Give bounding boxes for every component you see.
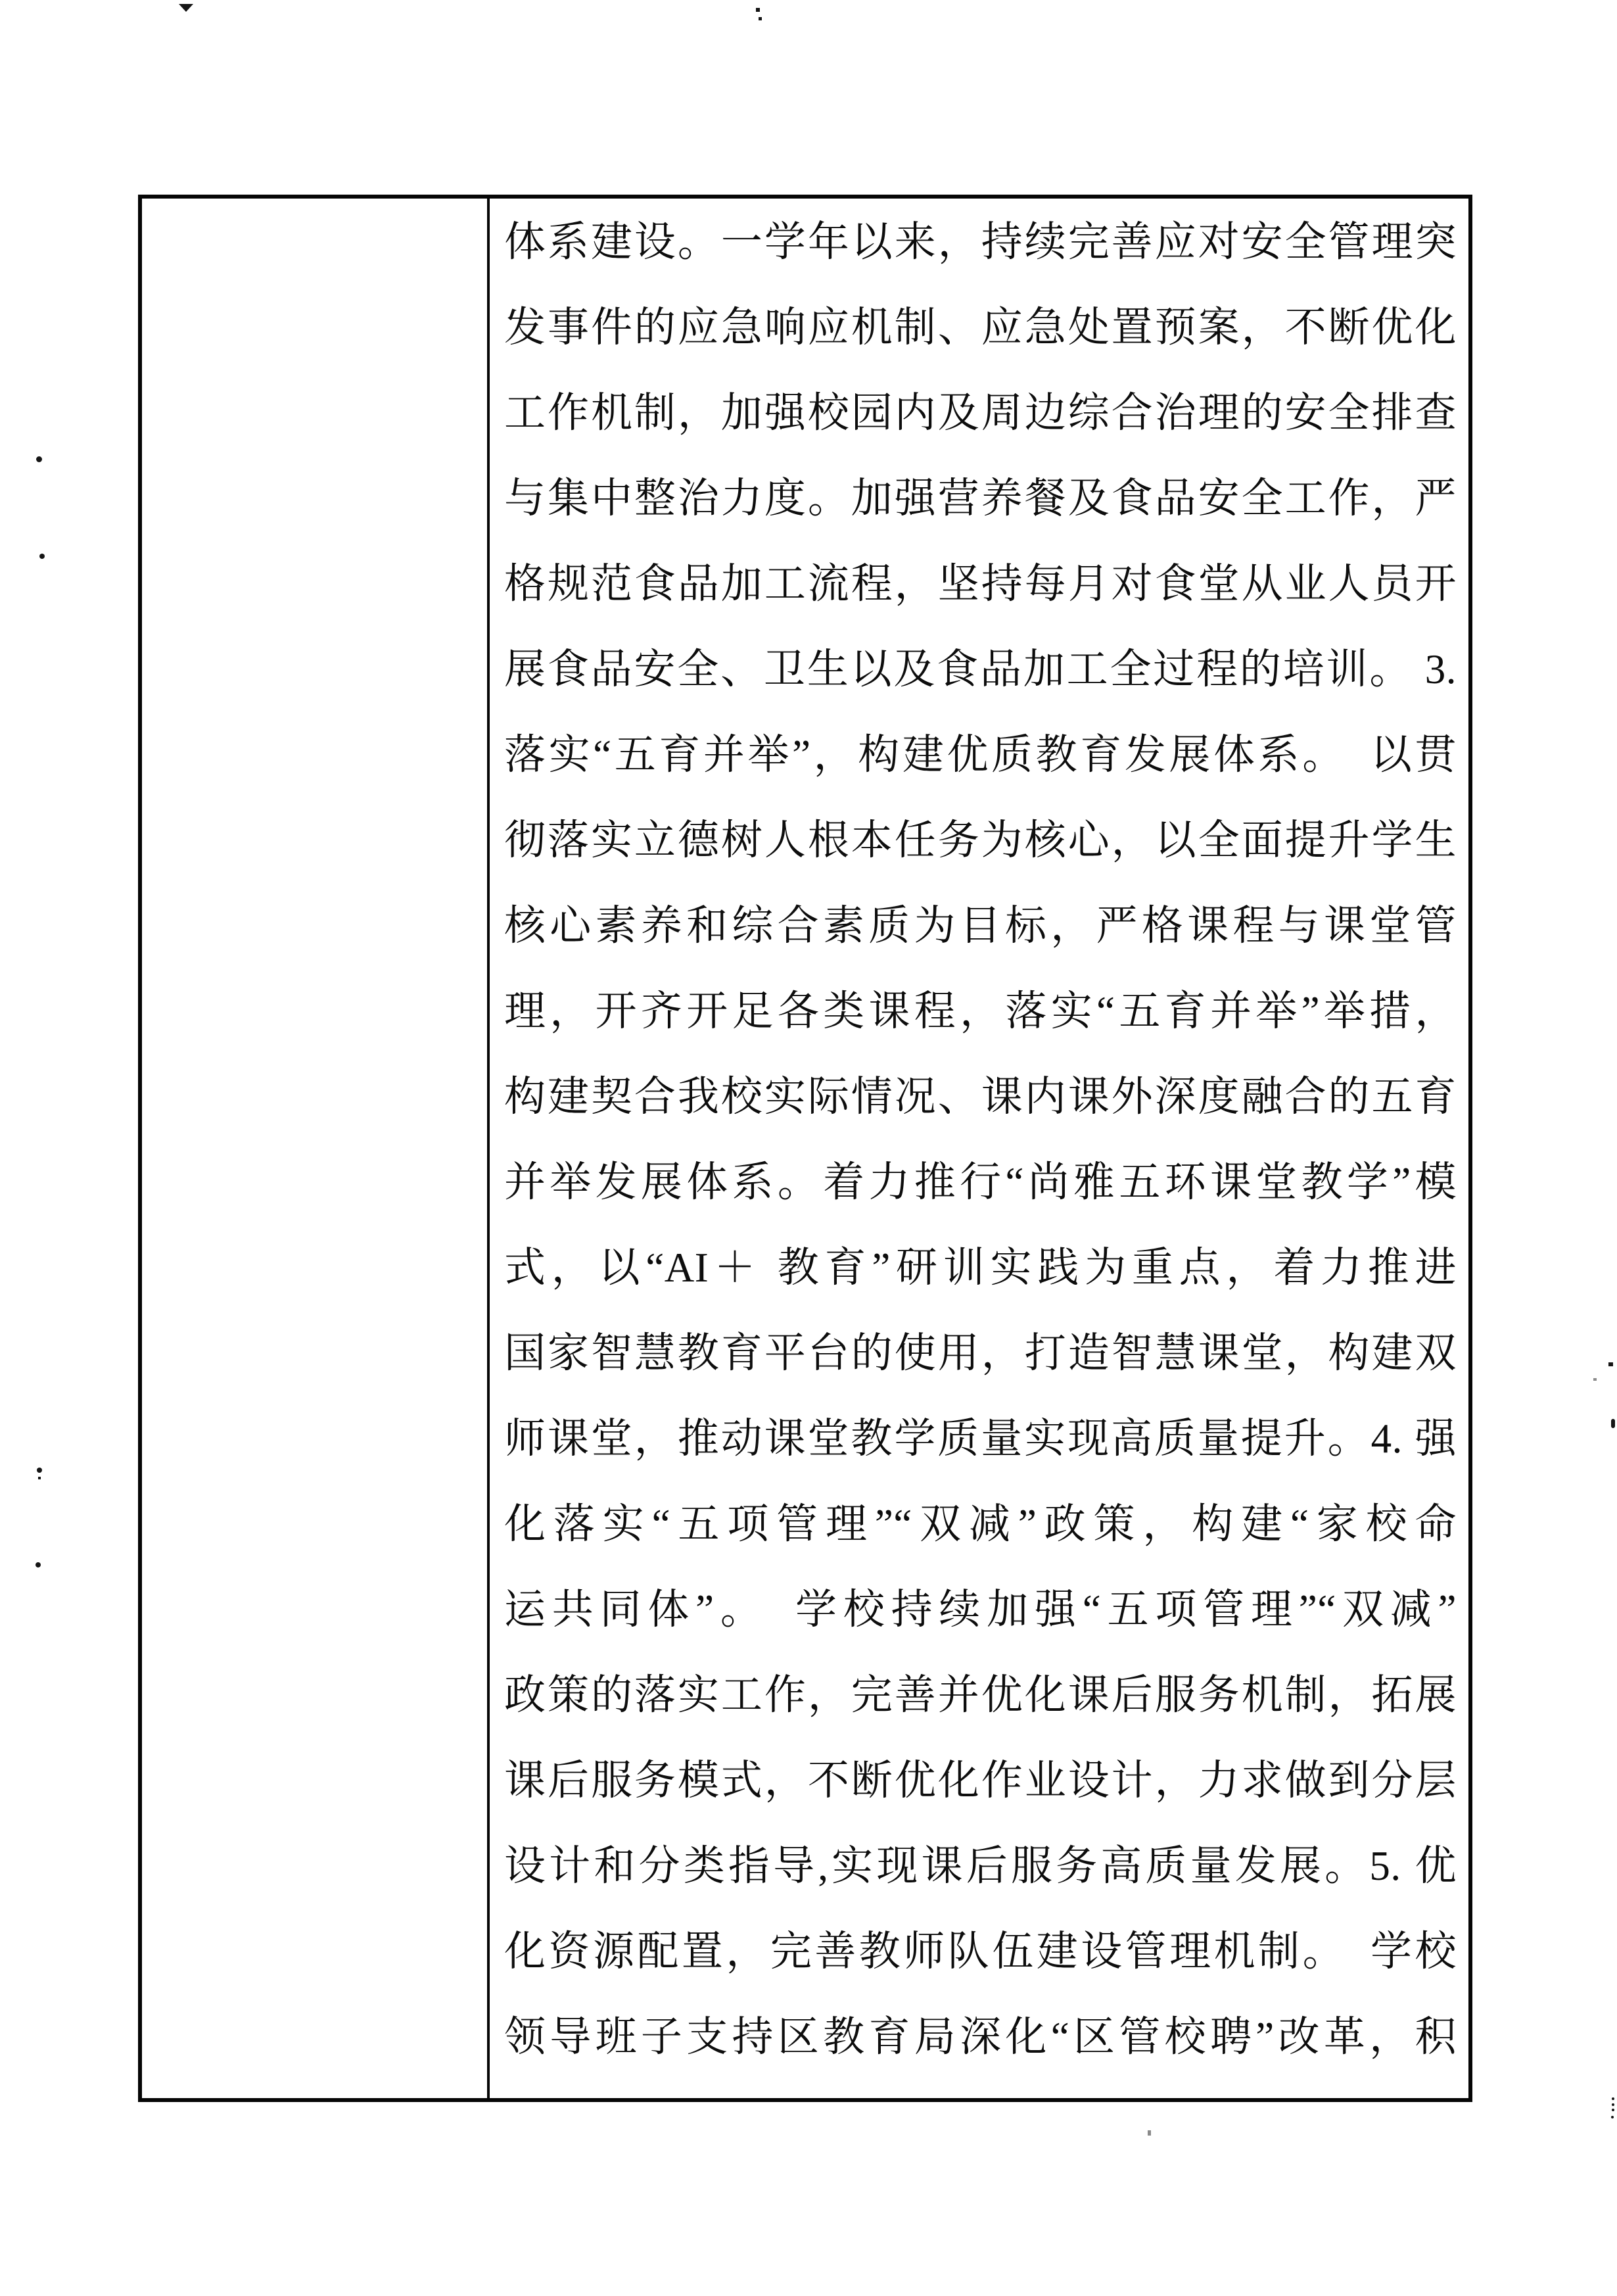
- scan-artifact: [179, 4, 193, 12]
- scan-artifact: [1611, 1419, 1615, 1428]
- scan-artifact: [1148, 2130, 1151, 2136]
- scan-artifact: [759, 17, 762, 20]
- text-line-15: 师课堂，推动课堂教学质量实现高质量提升。4. 强: [504, 1416, 1457, 1462]
- scan-artifact: [35, 1562, 41, 1567]
- text-line-19: 课后服务模式，不断优化作业设计，力求做到分层: [504, 1758, 1457, 1804]
- text-line-8: 彻落实立德树人根本任务为核心，以全面提升学生: [504, 817, 1457, 863]
- scan-artifact: [756, 8, 760, 12]
- text-line-9: 核心素养和综合素质为目标，严格课程与课堂管: [504, 903, 1457, 949]
- scan-artifact: [1593, 1378, 1597, 1381]
- text-line-14: 国家智慧教育平台的使用，打造智慧课堂，构建双: [504, 1330, 1457, 1376]
- text-line-20: 设计和分类指导,实现课后服务高质量发展。5. 优: [504, 1843, 1457, 1889]
- text-line-1: 体系建设。一学年以来，持续完善应对安全管理突: [504, 219, 1457, 265]
- text-line-18: 政策的落实工作，完善并优化课后服务机制，拓展: [504, 1672, 1457, 1718]
- scan-artifact: [38, 1477, 41, 1479]
- text-line-21: 化资源配置，完善教师队伍建设管理机制。 学校: [504, 1928, 1457, 1974]
- text-line-22: 领导班子支持区教育局深化“区管校聘”改革，积: [504, 2014, 1457, 2060]
- text-line-3: 工作机制，加强校园内及周边综合治理的安全排查: [504, 390, 1457, 436]
- scan-artifact: [1608, 1362, 1613, 1366]
- text-line-10: 理，开齐开足各类课程，落实“五育并举”举措，: [504, 988, 1457, 1034]
- text-line-11: 构建契合我校实际情况、课内课外深度融合的五育: [504, 1074, 1457, 1120]
- text-line-5: 格规范食品加工流程，坚持每月对食堂从业人员开: [504, 561, 1457, 607]
- text-line-4: 与集中整治力度。加强营养餐及食品安全工作，严: [504, 475, 1457, 521]
- text-line-6: 展食品安全、卫生以及食品加工全过程的培训。 3.: [504, 646, 1457, 692]
- scan-artifact: [39, 554, 45, 559]
- text-line-16: 化落实“五项管理”“双减”政策，构建“家校命: [504, 1501, 1457, 1547]
- text-line-13: 式，以“AI＋ 教育”研训实践为重点，着力推进: [504, 1245, 1457, 1291]
- text-line-17: 运共同体”。 学校持续加强“五项管理”“双减”: [504, 1587, 1457, 1633]
- text-line-7: 落实“五育并举”，构建优质教育发展体系。 以贯: [504, 732, 1457, 778]
- document-table: [138, 195, 1472, 2102]
- table-right-cell: [490, 199, 1468, 2098]
- scan-artifact: [1612, 2109, 1614, 2111]
- scan-artifact: [37, 1468, 42, 1473]
- scan-artifact: [1612, 2103, 1614, 2106]
- scan-artifact: [1611, 2116, 1614, 2118]
- scan-artifact: [36, 456, 42, 462]
- table-left-cell: [142, 199, 490, 2098]
- scan-artifact: [1612, 2097, 1614, 2100]
- text-line-12: 并举发展体系。着力推行“尚雅五环课堂教学”模: [504, 1159, 1457, 1205]
- text-line-2: 发事件的应急响应机制、应急处置预案，不断优化: [504, 304, 1457, 350]
